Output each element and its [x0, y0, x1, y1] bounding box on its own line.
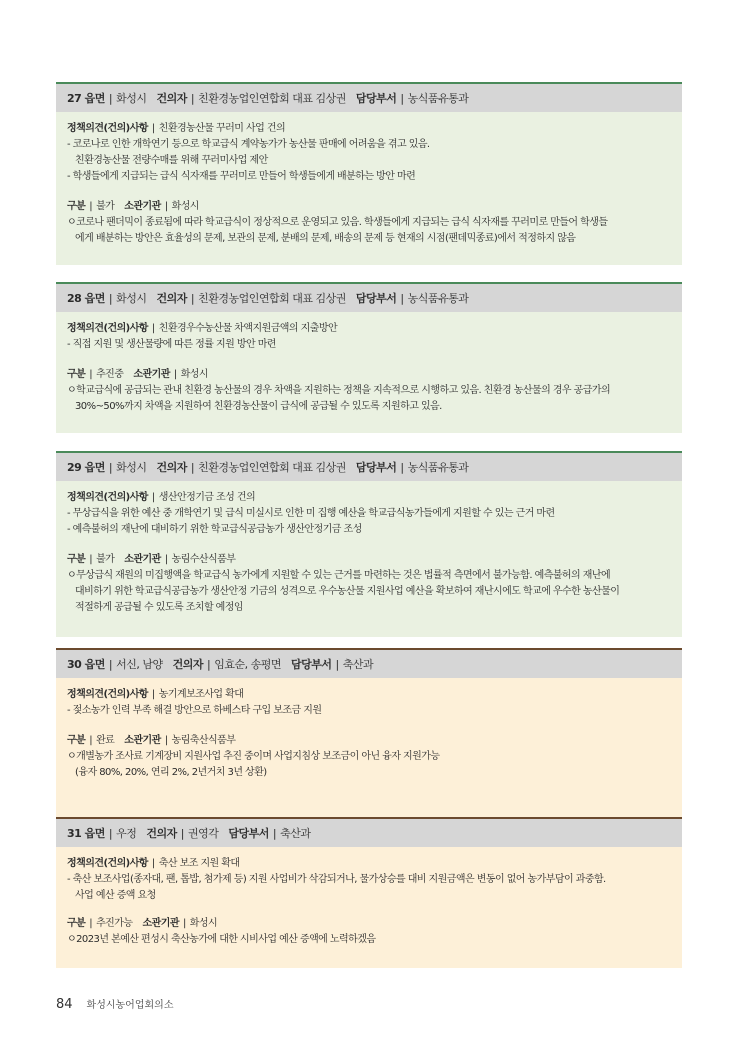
dept-label: 담당부서	[290, 658, 332, 671]
policy-label: 정책의견(건의)사항	[67, 323, 148, 334]
policy-title: 친환경우수농산물 차액지원금액의 지출방안	[158, 323, 338, 334]
proposal-card-29	[56, 451, 682, 637]
response-line: ㅇ무상급식 재원의 미집행액을 학교급식 농가에게 지원할 수 있는 근거를 마련하는 것은 법률적 측면에서 불가능함. 예측불허의 재난에	[67, 570, 611, 581]
agency-label: 소관기관	[124, 201, 161, 212]
footer-org: 화성시농어업회의소	[86, 1000, 174, 1011]
class-value: 불가	[96, 554, 115, 565]
detail-line: - 무상급식을 위한 예산 중 개학연기 및 급식 미실시로 인한 미 집행 예산을 학교급식농가들에게 지원할 수 있는 근거 마련	[67, 508, 555, 519]
policy-label: 정책의견(건의)사항	[67, 858, 148, 869]
detail-line: - 학생들에게 지급되는 급식 식자재를 꾸러미로 만들어 학생들에게 배분하는 방안 마련	[67, 171, 416, 182]
dept-label: 담당부서	[228, 827, 269, 840]
card-body: 정책의견(건의)사항 | 축산 보조 지원 확대 - 축산 보조사업(종자대, 팬, 톱밥, 첨가제 등) 지원 사업비가 삭감되거나, 물가상승를 대비 지원금액은 변동이 없어 농가부담이 과중함. 사업 예산 증액 요청 구분 | 추진가능 소관기관 | 화성시 ㅇ2023년 본예산 편성시 축산농가에 대한 시비사업 예산 증액에 노력하겠음	[56, 847, 682, 968]
dept-name: 농식품유통과	[407, 292, 469, 305]
proposer-label: 건의자	[146, 827, 177, 840]
card-header: 29 읍면 | 화성시 건의자 | 친환경농업인연합회 대표 김상권 담당부서 | 농식품유통과	[56, 451, 682, 481]
class-label: 구분	[67, 735, 86, 746]
proposer-label: 건의자	[172, 658, 203, 671]
response-line: ㅇ코로나 팬더믹이 종료됨에 따라 학교급식이 정상적으로 운영되고 있음. 학생들에게 지급되는 급식 식자재를 꾸러미로 만들어 학생들	[67, 217, 608, 228]
item-number: 30 읍면	[67, 658, 105, 671]
policy-title: 농기계보조사업 확대	[158, 689, 244, 700]
agency-value: 농림수산식품부	[171, 554, 236, 565]
agency-value: 화성시	[180, 369, 209, 380]
class-label: 구분	[67, 369, 86, 380]
page-number: 84	[56, 997, 73, 1012]
card-body: 정책의견(건의)사항 | 친환경농산물 꾸러미 사업 건의 - 코로나로 인한 개학연기 등으로 학교급식 계약농가가 농산물 판매에 어려움을 겪고 있음. 친환경농산물 전량수매를 위해 꾸러미사업 제안 - 학생들에게 지급되는 급식 식자재를 꾸러미로 만들어 학생들에게 배분하는 방안 마련 구분 | 불가 소관기관 | 화성시 ㅇ코로나 팬더믹이 종료됨에 따라 학교급식이 정상적으로 운영되고 있음. 학생들에게 지급되는 급식 식자재를 꾸러미로 만들어 학생들 에게 배분하는 방안은 효율성의 문제, 보관의 문제, 분배의 문제, 배송의 문제 등 현재의 시점(팬데믹종료)에서 적정하지 않음	[56, 112, 682, 265]
dept-label: 담당부서	[355, 461, 397, 474]
response-line: (융자 80%, 20%, 연리 2%, 2년거치 3년 상환)	[75, 767, 267, 778]
item-number: 29 읍면	[67, 461, 105, 474]
card-header: 31 읍면 | 우정 건의자 | 권영각 담당부서 | 축산과	[56, 817, 682, 847]
proposer-label: 건의자	[156, 461, 187, 474]
dept-name: 농식품유통과	[407, 461, 469, 474]
proposal-card-31	[56, 817, 682, 968]
card-body: 정책의견(건의)사항 | 농기계보조사업 확대 - 젖소농가 인력 부족 해결 방안으로 하베스타 구입 보조금 지원 구분 | 완료 소관기관 | 농림축산식품부 ㅇ개별농가 조사료 기계장비 지원사업 추진 중이며 사업지침상 보조금이 아닌 융자 지원가능 (융자 80%, 20%, 연리 2%, 2년거치 3년 상환)	[56, 678, 682, 818]
detail-line: - 직접 지원 및 생산물량에 따른 정률 지원 방안 마련	[67, 339, 276, 350]
page-footer	[56, 996, 174, 1012]
proposer-name: 친환경농업인연합회 대표 김상권	[198, 92, 346, 105]
proposal-card-30	[56, 648, 682, 818]
policy-label: 정책의견(건의)사항	[67, 689, 148, 700]
policy-label: 정책의견(건의)사항	[67, 123, 148, 134]
response-line: 적절하게 공급될 수 있도록 조치할 예정임	[75, 602, 244, 613]
agency-value: 화성시	[189, 918, 218, 929]
dept-name: 농식품유통과	[407, 92, 469, 105]
card-body: 정책의견(건의)사항 | 친환경우수농산물 차액지원금액의 지출방안 - 직접 지원 및 생산물량에 따른 정률 지원 방안 마련 구분 | 추진중 소관기관 | 화성시 ㅇ학교급식에 공급되는 관내 친환경 농산물의 경우 차액을 지원하는 정책을 지속적으로 시행하고 있음. 친환경 농산물의 경우 공급가의 30%~50%까지 차액을 지원하여 친환경농산물이 급식에 공급될 수 있도록 지원하고 있음.	[56, 312, 682, 433]
proposer-label: 건의자	[156, 92, 187, 105]
proposer-name: 임효순, 송평면	[214, 658, 281, 671]
class-label: 구분	[67, 554, 86, 565]
item-area: 우정	[116, 827, 137, 840]
class-label: 구분	[67, 918, 86, 929]
agency-label: 소관기관	[124, 554, 161, 565]
agency-value: 화성시	[171, 201, 199, 212]
policy-title: 축산 보조 지원 확대	[158, 858, 240, 869]
item-number: 27 읍면	[67, 92, 105, 105]
dept-label: 담당부서	[355, 292, 397, 305]
dept-label: 담당부서	[355, 92, 397, 105]
detail-line: - 축산 보조사업(종자대, 팬, 톱밥, 첨가제 등) 지원 사업비가 삭감되거나, 물가상승를 대비 지원금액은 변동이 없어 농가부담이 과중함.	[67, 874, 606, 885]
item-area: 서신, 남양	[116, 658, 163, 671]
agency-value: 농림축산식품부	[171, 735, 236, 746]
item-number: 31 읍면	[67, 827, 105, 840]
response-line: 에게 배분하는 방안은 효율성의 문제, 보관의 문제, 분배의 문제, 배송의 문제 등 현재의 시점(팬데믹종료)에서 적정하지 않음	[75, 233, 576, 244]
response-line: ㅇ개별농가 조사료 기계장비 지원사업 추진 중이며 사업지침상 보조금이 아닌 융자 지원가능	[67, 751, 440, 762]
proposer-name: 친환경농업인연합회 대표 김상권	[198, 292, 346, 305]
card-header: 30 읍면 | 서신, 남양 건의자 | 임효순, 송평면 담당부서 | 축산과	[56, 648, 682, 678]
detail-line: 사업 예산 증액 요청	[75, 890, 156, 901]
card-header: 28 읍면 | 화성시 건의자 | 친환경농업인연합회 대표 김상권 담당부서 | 농식품유통과	[56, 282, 682, 312]
dept-name: 축산과	[280, 827, 311, 840]
response-line: ㅇ2023년 본예산 편성시 축산농가에 대한 시비사업 예산 증액에 노력하겠음	[67, 934, 376, 945]
class-value: 추진가능	[96, 918, 133, 929]
item-area: 화성시	[116, 92, 147, 105]
policy-title: 생산안정기금 조성 건의	[158, 492, 256, 503]
detail-line: - 젖소농가 인력 부족 해결 방안으로 하베스타 구입 보조금 지원	[67, 705, 322, 716]
detail-line: - 예측불허의 재난에 대비하기 위한 학교급식공급농가 생산안정기금 조성	[67, 524, 362, 535]
agency-label: 소관기관	[124, 735, 161, 746]
item-area: 화성시	[116, 461, 147, 474]
proposer-name: 친환경농업인연합회 대표 김상권	[198, 461, 346, 474]
proposer-label: 건의자	[156, 292, 187, 305]
class-value: 완료	[96, 735, 115, 746]
class-value: 추진중	[96, 369, 124, 380]
response-line: ㅇ학교급식에 공급되는 관내 친환경 농산물의 경우 차액을 지원하는 정책을 지속적으로 시행하고 있음. 친환경 농산물의 경우 공급가의	[67, 385, 611, 396]
agency-label: 소관기관	[142, 918, 179, 929]
class-value: 불가	[96, 201, 115, 212]
response-line: 대비하기 위한 학교급식공급농가 생산안정 기금의 성격으로 우수농산물 지원사업 예산을 확보하여 재난시에도 학교에 우수한 농산물이	[75, 586, 620, 597]
agency-label: 소관기관	[133, 369, 170, 380]
response-line: 30%~50%까지 차액을 지원하여 친환경농산물이 급식에 공급될 수 있도록 지원하고 있음.	[75, 401, 442, 412]
item-area: 화성시	[116, 292, 147, 305]
policy-title: 친환경농산물 꾸러미 사업 건의	[158, 123, 286, 134]
policy-label: 정책의견(건의)사항	[67, 492, 148, 503]
proposal-card-28	[56, 282, 682, 433]
proposal-card-27	[56, 82, 682, 265]
class-label: 구분	[67, 201, 86, 212]
dept-name: 축산과	[342, 658, 374, 671]
detail-line: - 코로나로 인한 개학연기 등으로 학교급식 계약농가가 농산물 판매에 어려움을 겪고 있음.	[67, 139, 430, 150]
detail-line: 친환경농산물 전량수매를 위해 꾸러미사업 제안	[75, 155, 268, 166]
item-number: 28 읍면	[67, 292, 105, 305]
card-body: 정책의견(건의)사항 | 생산안정기금 조성 건의 - 무상급식을 위한 예산 중 개학연기 및 급식 미실시로 인한 미 집행 예산을 학교급식농가들에게 지원할 수 있는 근거 마련 - 예측불허의 재난에 대비하기 위한 학교급식공급농가 생산안정기금 조성 구분 | 불가 소관기관 | 농림수산식품부 ㅇ무상급식 재원의 미집행액을 학교급식 농가에게 지원할 수 있는 근거를 마련하는 것은 법률적 측면에서 불가능함. 예측불허의 재난에 대비하기 위한 학교급식공급농가 생산안정 기금의 성격으로 우수농산물 지원사업 예산을 확보하여 재난시에도 학교에 우수한 농산물이 적절하게 공급될 수 있도록 조치할 예정임	[56, 481, 682, 637]
card-header: 27 읍면 | 화성시 건의자 | 친환경농업인연합회 대표 김상권 담당부서 | 농식품유통과	[56, 82, 682, 112]
proposer-name: 권영각	[187, 827, 219, 840]
